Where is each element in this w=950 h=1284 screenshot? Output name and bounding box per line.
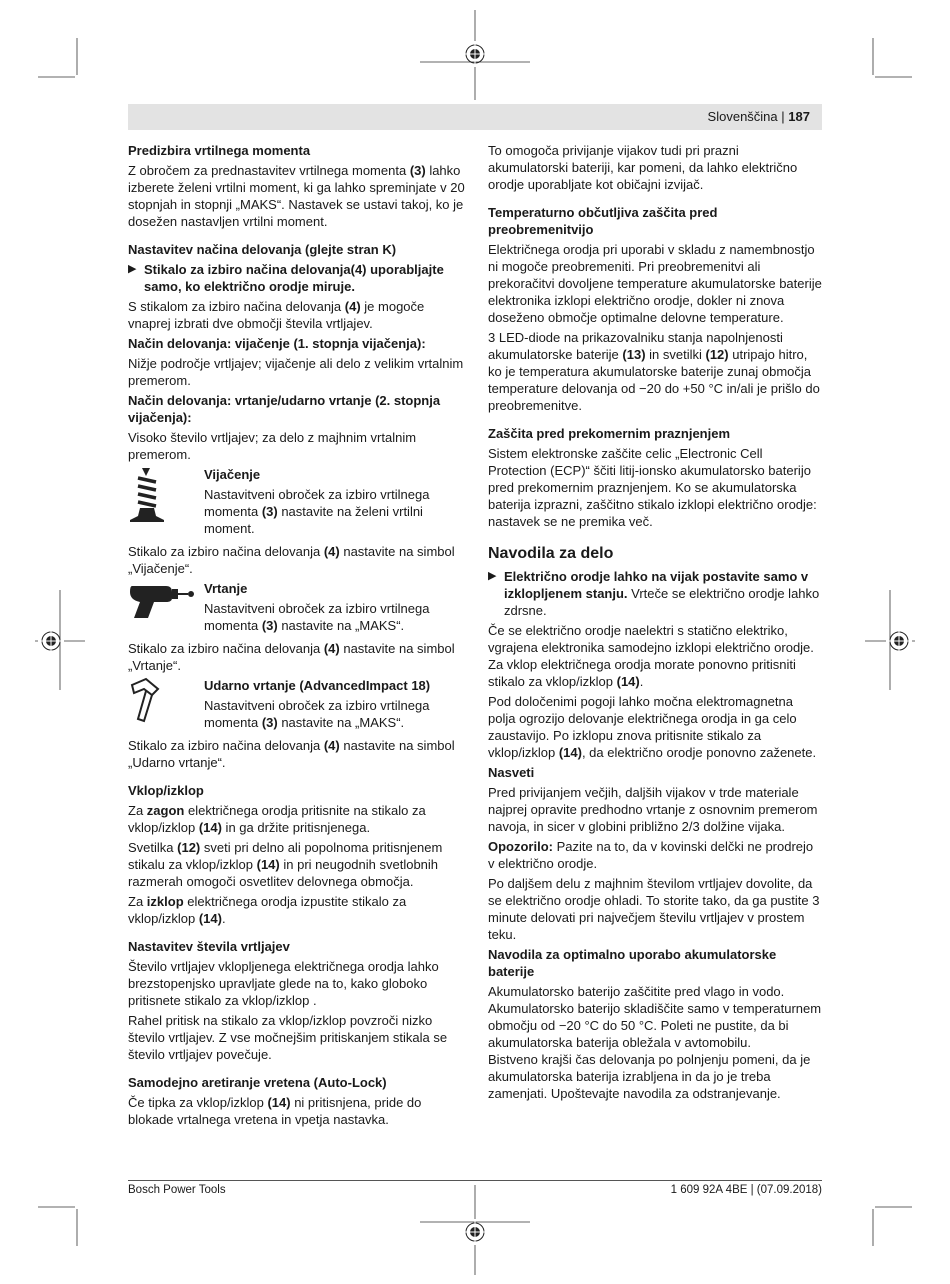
paragraph: 3 LED-diode na prikazovalniku stanja napolnjenosti akumulatorske baterije (13) in svetilki (12) utripajo hitro, ko je temperatura akumulatorske baterije zunaj območja temperature delovanja od −20 do +50 °C in/ali je prišlo do preobremenitve. — [488, 330, 820, 413]
header-language: Slovenščina — [707, 109, 778, 124]
symbol-block-screwdriving — [128, 466, 468, 540]
section-title: Nasveti — [488, 765, 535, 780]
warning-bullet: ▶ Stikalo za izbiro načina delovanja(4) uporabljajte samo, ko električno orodje miruje. — [128, 262, 444, 294]
paragraph: Stikalo za izbiro načina delovanja (4) nastavite na simbol „Vijačenje“. — [128, 544, 455, 576]
registration-mark-icon — [38, 628, 64, 654]
paragraph: Pod določenimi pogoji lahko močna elektromagnetna polja ogrozijo delovanje električnega orodja in ga celo zaustavijo. Po izklopu znova pritisnite stikalo za vklop/izklop (14), da električno orodje ponovno zaženete. — [488, 694, 817, 760]
paragraph: Nastavitveni obroček za izbiro vrtilnega momenta (3) nastavite na „MAKS“. — [204, 698, 430, 730]
paragraph: Za zagon električnega orodja pritisnite na stikalo za vklop/izklop (14) in ga držite pritisnjenega. — [128, 803, 426, 835]
registration-mark-icon — [462, 1219, 488, 1245]
paragraph: Opozorilo: Pazite na to, da v kovinski delčki ne prodrejo v električno orodje. — [488, 839, 814, 871]
section-title: Nastavitev načina delovanja (glejte stran K) — [128, 242, 397, 257]
paragraph: Število vrtljajev vklopljenega električnega orodja lahko brezstopenjsko upravljate glede na to, kako globoko pritisnete stikalo za vklop/izklop . — [128, 959, 439, 1008]
mode-title: Način delovanja: vijačenje (1. stopnja vijačenja): — [128, 336, 426, 351]
paragraph: Električnega orodja pri uporabi v skladu z namembnostjo ni mogoče preobremeniti. Pri preobremenitvi ali prekoračitvi dovoljene temperature akumulatorske baterije elektronika izklopi električno orodje, dokler ni znova doseženo območje optimalne delovne temperature. — [488, 242, 822, 325]
paragraph: Če tipka za vklop/izklop (14) ni pritisnjena, pride do blokade vrtalnega vretena in vpetja nastavka. — [128, 1095, 422, 1127]
symbol-block-drilling — [128, 580, 468, 637]
section-title: Vklop/izklop — [128, 783, 204, 798]
warning-bullet: ▶ Električno orodje lahko na vijak postavite samo v izklopljenem stanju. Vrteče se električno orodje lahko zdrsne. — [488, 569, 820, 618]
paragraph: S stikalom za izbiro načina delovanja (4) je mogoče vnaprej izbrati dve območji števila vrtljajev. — [128, 299, 425, 331]
paragraph: Rahel pritisk na stikalo za vklop/izklop povzroči nizko število vrtljajev. Z vse močnejšim pritiskanjem stikala se število vrtljajev povečuje. — [128, 1013, 448, 1062]
paragraph: Za izklop električnega orodja izpustite stikalo za vklop/izklop (14). — [128, 894, 407, 926]
symbol-title: Vrtanje — [204, 581, 248, 596]
left-column — [128, 142, 468, 1131]
registration-mark-icon — [886, 628, 912, 654]
paragraph: Nižje področje vrtljajev; vijačenje ali delo z velikim vrtalnim premerom. — [128, 356, 464, 388]
section-title: Navodila za optimalno uporabo akumulatorske baterije — [488, 947, 777, 979]
paragraph: Svetilka (12) sveti pri delno ali popolnoma pritisnjenem stikalu za vklop/izklop (14) in pri neugodnih svetlobnih razmerah omogoči osvetlitev delovnega območja. — [128, 840, 443, 889]
paragraph: Visoko število vrtljajev; za delo z majhnim vrtalnim premerom. — [128, 430, 417, 462]
paragraph: Po daljšem delu z majhnim številom vrtljajev dovolite, da se električno orodje ohladi. To storite tako, da ga pustite 3 minute delovati pri največjem številu vrtljajev v prostem teku. — [488, 876, 820, 942]
paragraph: Z obročem za prednastavitev vrtilnega momenta (3) lahko izberete želeni vrtilni moment, ki ga lahko spreminjate v 20 stopnjah in stopnji „MAKS“. Nastavek se ustavi takoj, ko je dosežen nastavljen vrtilni moment. — [128, 163, 465, 229]
paragraph: Če se električno orodje naelektri s statično elektriko, vgrajena elektronika samodejno izklopi električno orodje. Za vklop električnega orodja morate ponovno pritisniti stikalo za vklop/izklop (14). — [488, 623, 814, 689]
screwdriving-icon — [128, 466, 204, 540]
page-number: 187 — [788, 109, 810, 124]
chapter-heading: Navodila za delo — [488, 545, 614, 562]
bullet-triangle-icon: ▶ — [488, 570, 497, 582]
section-title: Samodejno aretiranje vretena (Auto-Lock) — [128, 1075, 387, 1090]
paragraph: Akumulatorsko baterijo skladiščite samo v temperaturnem območju od −20 °C do 50 °C. Poleti ne pustite, da bi akumulatorska baterija obležala v avtomobilu. — [488, 1001, 822, 1050]
paragraph: Nastavitveni obroček za izbiro vrtilnega momenta (3) nastavite na „MAKS“. — [204, 601, 430, 633]
paragraph: To omogoča privijanje vijakov tudi pri prazni akumulatorski bateriji, kar pomeni, da lahko električno orodje uporabljate kot običajni izvijač. — [488, 143, 798, 192]
registration-mark-icon — [462, 41, 488, 67]
bullet-triangle-icon: ▶ — [128, 263, 137, 275]
footer-rule — [128, 1180, 822, 1181]
page-header — [128, 104, 822, 130]
header-label — [708, 109, 810, 124]
paragraph: Pred privijanjem večjih, daljših vijakov v trde materiale najprej opravite predhodno vrtanje z osnovnim premerom navoja, in sicer v globini približno 2/3 dolžine vijaka. — [488, 785, 818, 834]
paragraph: Stikalo za izbiro načina delovanja (4) nastavite na simbol „Vrtanje“. — [128, 641, 455, 673]
footer-doc-number: 1 609 92A 4BE | (07.09.2018) — [670, 1184, 822, 1196]
section-title: Nastavitev števila vrtljajev — [128, 939, 290, 954]
section-title: Temperaturno občutljiva zaščita pred preobremenitvijo — [488, 205, 718, 237]
paragraph: Nastavitveni obroček za izbiro vrtilnega momenta (3) nastavite na želeni vrtilni moment. — [204, 487, 430, 536]
right-column — [488, 142, 822, 1102]
paragraph: Bistveno krajši čas delovanja po polnjenju pomeni, da je akumulatorska baterija izrabljena in da jo je treba zamenjati. Upoštevajte navodila za odstranjevanje. — [488, 1052, 811, 1101]
symbol-title: Vijačenje — [204, 467, 261, 482]
header-separator: | — [781, 109, 785, 124]
footer-brand: Bosch Power Tools — [128, 1184, 226, 1196]
paragraph: Akumulatorsko baterijo zaščitite pred vlago in vodo. — [488, 984, 785, 999]
section-title: Zaščita pred prekomernim praznjenjem — [488, 426, 731, 441]
impact-drilling-hammer-icon — [128, 677, 204, 734]
symbol-title: Udarno vrtanje (AdvancedImpact 18) — [204, 678, 431, 693]
symbol-block-impact-drilling — [128, 677, 468, 734]
section-title: Predizbira vrtilnega momenta — [128, 143, 311, 158]
drilling-icon — [128, 580, 204, 637]
paragraph: Stikalo za izbiro načina delovanja (4) nastavite na simbol „Udarno vrtanje“. — [128, 738, 455, 770]
mode-title: Način delovanja: vrtanje/udarno vrtanje (2. stopnja vijačenja): — [128, 393, 441, 425]
paragraph: Sistem elektronske zaščite celic „Electronic Cell Protection (ECP)“ ščiti litij-ionsko akumulatorsko baterijo pred prekomernim praznjenjem. Ko se akumulatorska baterija izprazni, zaščitno stikalo izklopi električno orodje: nastavek se ne premika več. — [488, 446, 817, 529]
